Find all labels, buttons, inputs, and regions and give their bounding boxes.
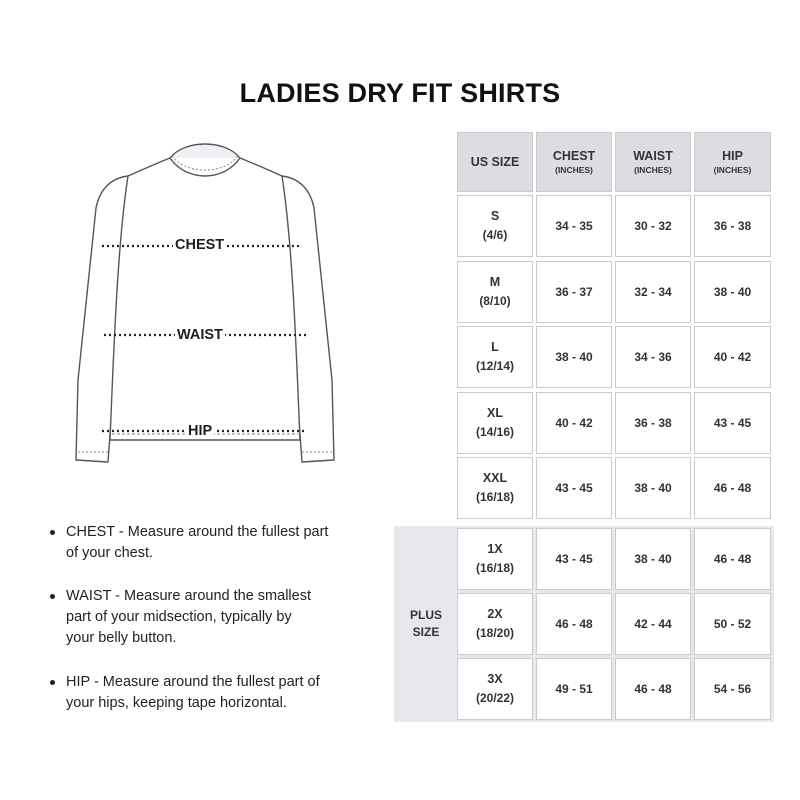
table-cell-hip: 36 - 38 [694,195,771,257]
table-row-size: S (4/6) [457,195,533,257]
table-cell-chest: 46 - 48 [536,593,612,655]
table-cell-waist: 38 - 40 [615,457,691,519]
table-cell-hip: 40 - 42 [694,326,771,388]
table-row-size: M (8/10) [457,261,533,323]
table-row-size: 3X (20/22) [457,658,533,720]
table-cell-waist: 32 - 34 [615,261,691,323]
table-row-size: 1X (16/18) [457,528,533,590]
table-cell-waist: 34 - 36 [615,326,691,388]
table-cell-chest: 43 - 45 [536,528,612,590]
chest-label: CHEST [175,237,225,253]
table-row-size: L (12/14) [457,326,533,388]
table-cell-chest: 38 - 40 [536,326,612,388]
table-cell-chest: 34 - 35 [536,195,612,257]
shirt-diagram [60,140,350,480]
page-title: LADIES DRY FIT SHIRTS [239,78,561,108]
table-cell-hip: 43 - 45 [694,392,771,454]
table-cell-chest: 49 - 51 [536,658,612,720]
header-chest: CHEST (INCHES) [536,132,612,192]
table-cell-chest: 43 - 45 [536,457,612,519]
table-row-size: 2X (18/20) [457,593,533,655]
table-cell-hip: 38 - 40 [694,261,771,323]
table-cell-waist: 42 - 44 [615,593,691,655]
note-waist: WAIST - Measure around the smallest part of your midsection, typically by your belly button. [48,586,311,649]
table-row-size: XXL (16/18) [457,457,533,519]
table-cell-waist: 46 - 48 [615,658,691,720]
table-cell-hip: 50 - 52 [694,593,771,655]
table-cell-hip: 46 - 48 [694,528,771,590]
table-cell-hip: 54 - 56 [694,658,771,720]
note-chest: CHEST - Measure around the fullest part of your chest. [48,522,328,564]
header-waist: WAIST (INCHES) [615,132,691,192]
table-cell-waist: 38 - 40 [615,528,691,590]
header-us-size: US SIZE [457,132,533,192]
hip-label: HIP [188,423,213,439]
table-cell-hip: 46 - 48 [694,457,771,519]
waist-label: WAIST [177,327,223,343]
note-hip: HIP - Measure around the fullest part of your hips, keeping tape horizontal. [48,672,320,714]
header-hip: HIP (INCHES) [694,132,771,192]
table-cell-chest: 36 - 37 [536,261,612,323]
table-cell-waist: 36 - 38 [615,392,691,454]
plus-size-label: PLUS SIZE [409,608,442,639]
table-cell-chest: 40 - 42 [536,392,612,454]
table-cell-waist: 30 - 32 [615,195,691,257]
table-row-size: XL (14/16) [457,392,533,454]
